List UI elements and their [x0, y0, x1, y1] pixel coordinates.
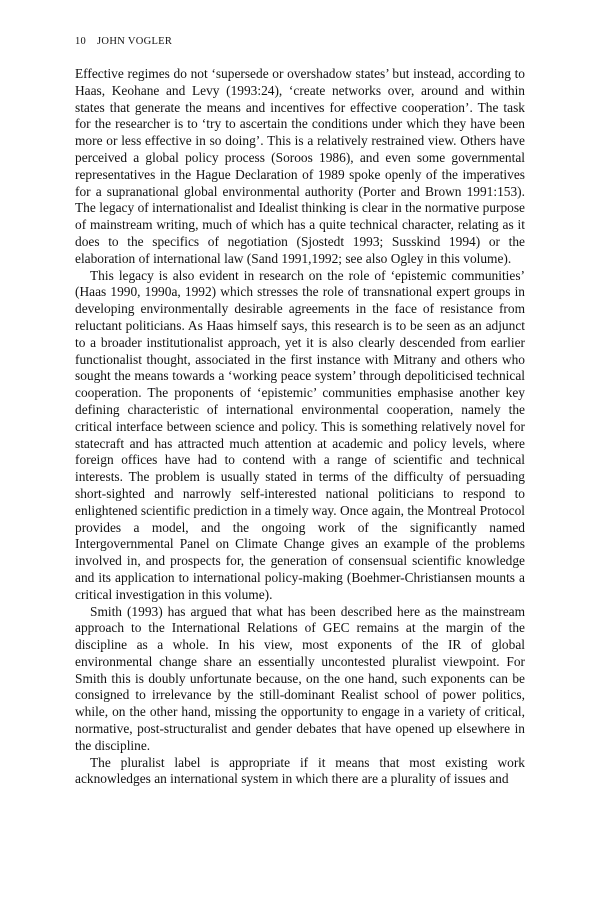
- running-head-author: JOHN VOGLER: [97, 36, 173, 47]
- paragraph: Smith (1993) has argued that what has been described here as the mainstream approach to the International Relations of GEC remains at the margin of the discipline as a whole. In his view, most exponents of the IR of global environmental change share an essentially uncontested pluralist viewpoint. For Smith this is doubly unfortunate because, on the one hand, such exponents can be consigned to irrelevance by the still-dominant Realist school of power politics, while, on the other hand, missing the opportunity to engage in a variety of critical, normative, post-structuralist and gender debates that have opened up elsewhere in the discipline.: [75, 603, 525, 753]
- running-head: [75, 36, 172, 47]
- paragraph: The pluralist label is appropriate if it means that most existing work acknowledges an international system in which there are a plurality of issues and: [75, 754, 525, 787]
- paragraph: This legacy is also evident in research on the role of ‘epistemic communities’ (Haas 1990, 1990a, 1992) which stresses the role of transnational expert groups in developing environmentally desirable agreements in the face of resistance from reluctant politicians. As Haas himself says, this research is to be seen as an adjunct to a broader institutionalist approach, yet it is also clearly descended from earlier functionalist thought, associated in the first instance with Mitrany and others who sought the means towards a ‘working peace system’ through depoliticised technical cooperation. The proponents of ‘epistemic’ communities emphasise another key defining characteristic of international environmental cooperation, namely the critical interface between science and policy. This is something relatively novel for statecraft and has attracted much attention at academic and policy levels, where foreign offices have had to contend with a range of scientific and technical interests. The problem is usually stated in terms of the difficulty of persuading short-sighted and narrowly self-interested national politicians to respond to enlightened scientific prediction in a timely way. Once again, the Montreal Protocol provides a model, and the ongoing work of the significantly named Intergovernmental Panel on Climate Change gives an example of the problems involved in, and prospects for, the generation of consensual scientific knowledge and its application to international policy-making (Boehmer-Christiansen mounts a critical investigation in this volume).: [75, 267, 525, 602]
- body-text: [75, 66, 525, 788]
- paragraph: Effective regimes do not ‘supersede or overshadow states’ but instead, according to Haas, Keohane and Levy (1993:24), ‘create networks over, around and within states that generate the means and incentives for effective cooperation’. The task for the researcher is to ‘try to ascertain the conditions under which they have been more or less effective in so doing’. This is a relatively restrained view. Others have perceived a global policy process (Soroos 1986), and even some governmental representatives in the Hague Declaration of 1989 spoke openly of the imperatives for a supranational global environmental authority (Porter and Brown 1991:153). The legacy of internationalist and Idealist thinking is clear in the normative purpose of mainstream writing, much of which has a quite technical character, relating as it does to the specifics of negotiation (Sjostedt 1993; Susskind 1994) or the elaboration of international law (Sand 1991,1992; see also Ogley in this volume).: [75, 66, 525, 266]
- page-number: 10: [75, 36, 87, 47]
